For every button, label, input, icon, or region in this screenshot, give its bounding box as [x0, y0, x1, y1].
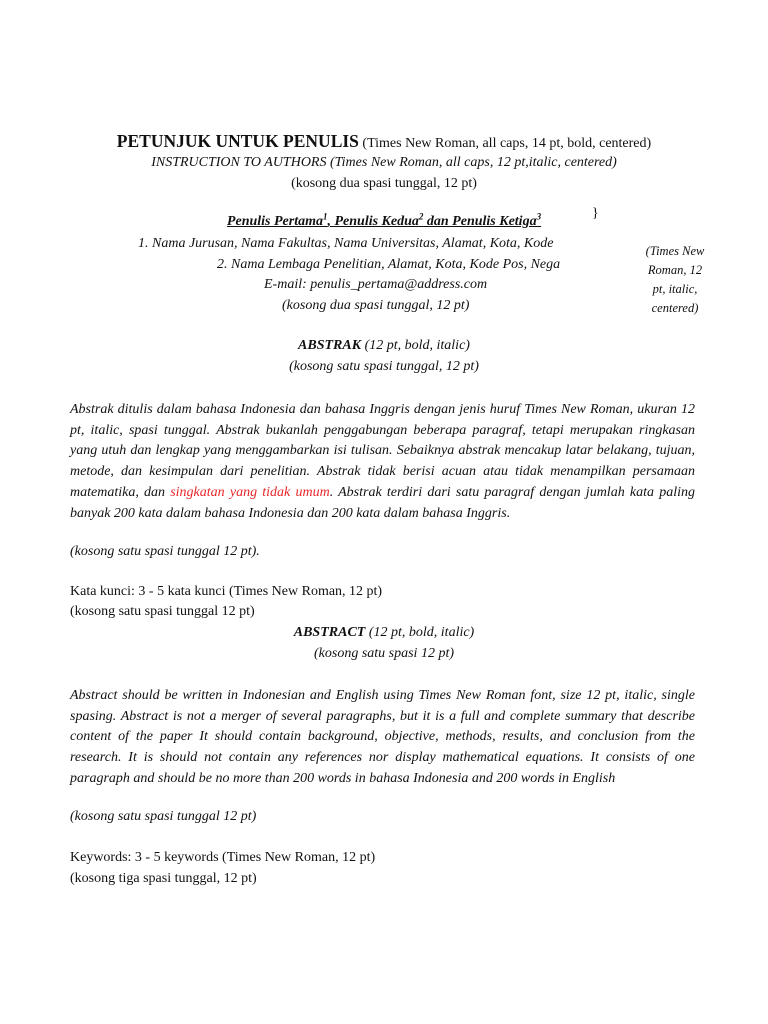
- side-note-line: Roman, 12: [647, 263, 703, 277]
- abstrak-highlight: singkatan yang tidak umum: [170, 484, 330, 500]
- abstrak-spacing-note: (kosong satu spasi tunggal, 12 pt): [289, 359, 479, 374]
- affiliation-1: 1. Nama Jurusan, Nama Fakultas, Nama Universitas, Alamat, Kota, Kode: [138, 236, 554, 251]
- abstrak-heading: ABSTRAK: [298, 338, 362, 353]
- affiliation-brace: }: [592, 206, 599, 221]
- author-email: E-mail: penulis_pertama@address.com: [264, 277, 488, 292]
- kata-kunci-note: (kosong satu spasi tunggal 12 pt): [70, 604, 255, 619]
- affiliation-2: 2. Nama Lembaga Penelitian, Alamat, Kota, Kode Pos, Nega: [217, 257, 561, 272]
- abstract-spacing-note: (kosong satu spasi 12 pt): [314, 646, 454, 661]
- abstrak-heading-line: [0, 338, 768, 354]
- page-title: PETUNJUK UNTUK PENULIS: [116, 131, 359, 151]
- abstract-heading: ABSTRACT: [293, 625, 366, 640]
- side-note-line: pt, italic,: [652, 282, 698, 296]
- page-subtitle: INSTRUCTION TO AUTHORS (Times New Roman, all caps, 12 pt,italic, centered): [151, 155, 617, 170]
- abstract-closing-note: (kosong satu spasi tunggal 12 pt): [70, 809, 257, 824]
- abstrak-body: Abstrak ditulis dalam bahasa Indonesia dan bahasa Inggris dengan jenis huruf Times New Roman, ukuran 12 pt, italic, spasi tunggal. Abstrak bukanlah penggabungan beberapa paragraf, tetapi merupakan ringkasan yang utuh dan lengkap yang menggambarkan isi tulisan. Sebaiknya abstrak mencakup latar belakang, tujuan, metode, dan kesimpulan dari penelitian. Abstrak tidak berisi acuan atau tidak menampilkan persamaan matematika, dan singkatan yang tidak umum. Abstrak terdiri dari satu paragraf dengan jumlah kata paling banyak 200 kata dalam bahasa Indonesia dan 200 kata dalam bahasa Inggris.: [70, 402, 695, 521]
- author-line: [0, 211, 768, 230]
- abstrak-heading-note: (12 pt, bold, italic): [361, 338, 470, 353]
- abstract-heading-note: (12 pt, bold, italic): [365, 625, 475, 640]
- side-note-line: centered): [651, 301, 699, 315]
- page-title-line: [0, 131, 768, 152]
- keywords-line: Keywords: 3 - 5 keywords (Times New Roman, 12 pt): [70, 850, 376, 865]
- abstrak-closing-note: (kosong satu spasi tunggal 12 pt).: [70, 544, 260, 559]
- abstract-body: Abstract should be written in Indonesian and English using Times New Roman font, size 12 pt, italic, single spasing. Abstract is not a merger of several paragraphs, but it is a full and complete summary that describe content of the paper It should contain background, objective, methods, results, and conclusion from the research. It is should not contain any references nor display mathematical equations. It consists of one paragraph and should be no more than 200 words in bahasa Indonesia and 200 words in English: [70, 688, 695, 786]
- keywords-note: (kosong tiga spasi tunggal, 12 pt): [70, 871, 257, 886]
- author-format-side-note: [634, 242, 716, 318]
- authors-spacing-note: (kosong dua spasi tunggal, 12 pt): [282, 298, 470, 313]
- side-note-line: (Times New: [645, 244, 705, 258]
- header-spacing-note: (kosong dua spasi tunggal, 12 pt): [291, 176, 477, 191]
- author-names: Penulis Pertama$^1$, Penulis Kedua$^2$ dan Penulis Ketiga$^3$: [226, 211, 542, 229]
- title-format-note: (Times New Roman, all caps, 14 pt, bold, centered): [362, 136, 652, 151]
- abstract-heading-line: [0, 625, 768, 641]
- kata-kunci-line: Kata kunci: 3 - 5 kata kunci (Times New Roman, 12 pt): [70, 584, 383, 599]
